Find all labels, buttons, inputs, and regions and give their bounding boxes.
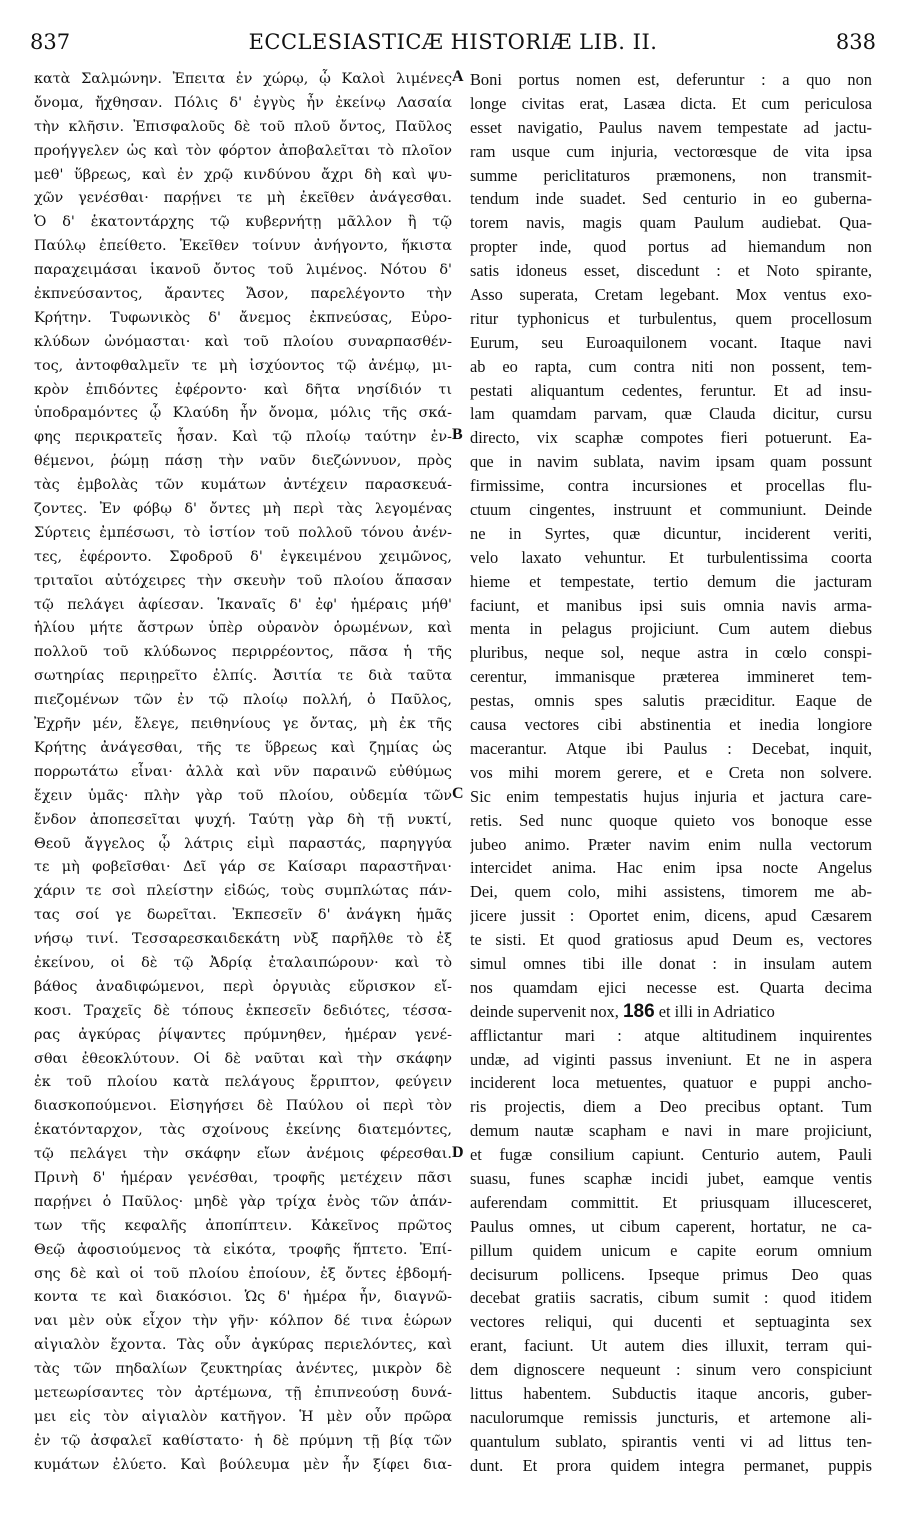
greek-text-line: τὴν κλῆσιν. Ἐπισφαλοῦς δὲ τοῦ πλοῦ ὄντος, Παῦλος xyxy=(34,118,452,135)
latin-text-line: pluribus, neque sol, neque astra in cœlo conspi- xyxy=(470,643,872,663)
greek-text-line: ἐκείνου, οἱ δὲ τῷ Ἀδρίᾳ ἐταλαιπώρουν· καὶ τὸ xyxy=(34,954,452,971)
latin-text-line: Boni portus nomen est, deferuntur : a quo non xyxy=(470,70,872,89)
latin-text-line: jubeo animo. Præter navim enim nulla vectorum xyxy=(470,834,872,854)
greek-text-line: νήσῳ τινί. Τεσσαρεσκαιδεκάτη νὺξ παρῆλθε τὸ ἐξ xyxy=(34,931,452,948)
greek-text-line: Κρήτης ἀνάγεσθαι, τῆς τε ὕβρεως καὶ ζημίας ὡς xyxy=(34,739,452,756)
latin-text-line: erant, faciunt. Ut autem dies illuxit, terram qui- xyxy=(470,1336,872,1356)
latin-text-line: jicere jussit : Oportet enim, dicens, apud Cæsarem xyxy=(470,906,872,926)
greek-text-line: Ἐχρῆν μέν, ἔλεγε, πειθηνίους γε ὄντας, μὴ ἐκ τῆς xyxy=(34,716,452,733)
greek-text-line: αἰγιαλὸν ἔχοντα. Τὰς οὖν ἀγκύρας περιελόντες, καὶ xyxy=(34,1337,452,1354)
page-number-left: 837 xyxy=(30,30,71,54)
latin-text-line: dunt. Et prora quidem integra permanet, puppis xyxy=(470,1455,872,1475)
latin-text-line: undæ, ad viginti passus inveniunt. Et ne in aspera xyxy=(470,1049,872,1069)
latin-text-line: vos mihi morem gerere, et e Creta non solvere. xyxy=(470,762,872,782)
margin-letter-c: C xyxy=(452,785,464,802)
greek-text-line: διασκοπούμενοι. Εἰσηγήσει δὲ Παύλου οἱ περὶ τὸν xyxy=(34,1098,452,1115)
latin-text-line: naculorumque remissis juncturis, et artemone ali- xyxy=(470,1407,872,1427)
latin-text-line: torem navis, magis quam Paulum audiebat. Qua- xyxy=(470,213,872,233)
text-fragment: deinde supervenit nox, xyxy=(470,1001,623,1021)
latin-text-line: afflictantur mari : atque altitudinem inquirentes xyxy=(470,1025,872,1045)
latin-text-line: faciunt, et manibus ipsi suis omnia navis arma- xyxy=(470,595,872,615)
greek-text-line: μεθ' ὕβρεως, καὶ ἐν χρῷ κινδύνου ἄχρι δὴ καὶ ψυ- xyxy=(34,166,452,183)
latin-text-line: ab eo rapta, cum contra niti non possent, tem- xyxy=(470,356,872,376)
greek-text-line: Ὁ δ' ἑκατοντάρχης τῷ κυβερνήτῃ μᾶλλον ἢ τῷ xyxy=(34,214,452,231)
greek-text-line: παρῄνει ὁ Παῦλος· μηδὲ γὰρ τρίχα ἑνὸς τῶν ἁπάν- xyxy=(34,1193,452,1210)
latin-text-line: intercidet anima. Hac enim ipsa nocte Angelus xyxy=(470,858,872,878)
greek-text-line: κοσι. Τραχεῖς δὲ τόπους ἐκπεσεῖν δεδιότες, τέσσα- xyxy=(34,1002,452,1019)
latin-text-line: tendum inde suadet. Sed centurio in eo guberna- xyxy=(470,189,872,209)
greek-text-line: τε μὴ φοβεῖσθαι· Δεῖ γάρ σε Καίσαρι παραστῆναι· xyxy=(34,859,452,876)
latin-text-line: cerentur, immanisque præterea immineret tem- xyxy=(470,667,872,687)
latin-text-line: decisurum pollicens. Ipseque primus Deo quas xyxy=(470,1264,872,1284)
greek-text-line: Σύρτεις ἐμπέσωσι, τὸ ἱστίον τοῦ πολλοῦ τόνου ἀνέν- xyxy=(34,524,452,541)
latin-text-line: te sisti. Et quod gratiosus apud Deum es, vectores xyxy=(470,930,872,950)
greek-text-line: θέμενοι, ῥώμῃ πάσῃ τὴν ναῦν διεζώννυον, πρὸς xyxy=(34,453,452,470)
greek-text-line: των τῆς κεφαλῆς ἀποπίπτειν. Κἀκεῖνος πρῶτος xyxy=(34,1217,452,1234)
greek-text-line: τριταῖοι αὐτόχειρες τὴν σκευὴν τοῦ πλοίου ἅπασαν xyxy=(34,572,452,589)
latin-text-line: dem dignoscere nequeunt : sinum vero conspiciunt xyxy=(470,1360,872,1380)
latin-text-line: retis. Sed nunc quoque quieto vos bonoque esse xyxy=(470,810,872,830)
latin-text-line: longe civitas erat, Lasæa dicta. Et cum periculosa xyxy=(470,93,872,113)
greek-text-line: Παύλῳ ἐπείθετο. Ἐκεῖθεν τοίνυν ἀνήγοντο, ἥκιστα xyxy=(34,238,452,255)
latin-text-line: nos quamdam ejici necesse est. Quarta decima xyxy=(470,977,872,997)
latin-text-line: hieme et tempestate, tertio demum die jacturam xyxy=(470,571,872,591)
greek-text-line: ἡλίου μήτε ἄστρων ὑπὲρ οὐρανὸν ὁρωμένων, καὶ xyxy=(34,620,452,637)
greek-text-line: τὰς ἐμβολὰς τῶν κυμάτων ἀντέχειν παρασκευά- xyxy=(34,477,452,494)
latin-text-line: causa vectores cibi abstinentia et inedia longiore xyxy=(470,715,872,735)
running-title: ECCLESIASTICÆ HISTORIÆ LIB. II. xyxy=(248,30,658,54)
latin-text-line: menta in pelagus projiciunt. Cum autem diebus xyxy=(470,619,872,639)
greek-text-line: κλύδων ὠνόμασται· καὶ τοῦ πλοίου συναρπασθέν- xyxy=(34,333,452,350)
latin-text-line: macerantur. Atque ibi Paulus : Decebat, inquit, xyxy=(470,738,872,758)
latin-text-line: Paulus omnes, ut cibum caperent, hortatur, ne ca- xyxy=(470,1216,872,1236)
latin-text-line xyxy=(470,1000,872,1024)
latin-text-line: suasu, funes scaphæ incidi jubet, eamque ventis xyxy=(470,1168,872,1188)
greek-text-line: ἔχειν ὑμᾶς· πλὴν γὰρ τοῦ πλοίου, οὐδεμία τῶν xyxy=(34,787,452,804)
latin-text-line: satis idoneus esset, discedunt : et Noto spirante, xyxy=(470,261,872,281)
greek-text-line: ἐκ τοῦ πλοίου κατὰ πελάγους ἔρριπτον, φεύγειν xyxy=(34,1074,452,1091)
latin-text-line: Asso superata, Cretam legebant. Mox ventus exo- xyxy=(470,285,872,305)
greek-text-line: Θεῷ ἀφοσιούμενος τὰ εἰκότα, τροφῆς ἥπτετο. Ἐπί- xyxy=(34,1241,452,1258)
latin-text-line: vectores reliqui, qui ducenti et septuaginta sex xyxy=(470,1312,872,1332)
latin-text-line: littus habentem. Subductis itaque ancoris, guber- xyxy=(470,1383,872,1403)
greek-text-line: σθαι ἐθεοκλύτουν. Οἱ δὲ ναῦται καὶ τὴν σκάφην xyxy=(34,1050,452,1067)
latin-column xyxy=(470,68,872,1478)
latin-text-line: quantulum sublato, spirantis venti vi ad littus ten- xyxy=(470,1431,872,1451)
greek-text-line: τῷ πελάγει τὴν σκάφην εἴων ἀνέμοις φέρεσθαι. xyxy=(34,1146,452,1163)
greek-text-line: μετεωρίσαντες τὸν ἀρτέμωνα, τῇ ἐπιπνεούσῃ δυνά- xyxy=(34,1384,452,1401)
greek-text-line: τος, ἀντοφθαλμεῖν τε μὴ ἰσχύοντος τῷ ἀνέμῳ, μι- xyxy=(34,357,452,374)
greek-text-line: παραχειμάσαι ἱκανοῦ ὄντος τοῦ λιμένος. Νότου δ' xyxy=(34,262,452,279)
latin-text-line: pillum quidem unicum e capite eorum omnium xyxy=(470,1240,872,1260)
greek-text-line: τὰς τῶν πηδαλίων ζευκτηρίας ἀνέντες, μικρὸν δὲ xyxy=(34,1361,452,1378)
greek-text-line: ἑκατόνταρχον, τὰς σχοίνους ἐκείνης διατεμόντες, xyxy=(34,1122,452,1139)
margin-letter-b: B xyxy=(452,426,463,443)
latin-text-line: lam quamdam parvam, quæ Clauda dicitur, cursu xyxy=(470,404,872,424)
latin-text-line: inciderent loca metuentes, quatuor e puppi ancho- xyxy=(470,1073,872,1093)
greek-text-line: τες, ἐφέροντο. Σφοδροῦ δ' ἐγκειμένου χειμῶνος, xyxy=(34,548,452,565)
greek-text-line: κρὸν ἐπιδόντες ἐφέροντο· καὶ δῆτα νησίδιόν τι xyxy=(34,381,452,398)
greek-text-line: ἐν τῷ ἀσφαλεῖ καθίστατο· ἡ δὲ πρύμνη τῇ βίᾳ τῶν xyxy=(34,1432,452,1449)
greek-column xyxy=(34,68,452,1478)
latin-text-line: ram usque cum injuria, vectorœsque de vita ipsa xyxy=(470,141,872,161)
latin-text-line: que in navim sublata, navim ipsam quam possunt xyxy=(470,452,872,472)
latin-text-line: demum nautæ scapham e navi in mare projiciunt, xyxy=(470,1121,872,1141)
greek-text-line: πορρωτάτω εἶναι· ἀλλὰ καὶ νῦν παραινῶ εὐθύμως xyxy=(34,763,452,780)
margin-letter-d: D xyxy=(452,1144,464,1161)
greek-text-line: Κρήτην. Τυφωνικὸς δ' ἄνεμος ἐκπνεύσας, Εὐρο- xyxy=(34,309,452,326)
greek-text-line: χάριν τε σοὶ πλείστην εἰδώς, τοὺς συμπλώτας πάν- xyxy=(34,883,452,900)
greek-text-line: Θεοῦ ἄγγελος ᾧ λάτρις εἰμὶ παραστάς, παρηγγύα xyxy=(34,835,452,852)
greek-text-line: φης περικρατεῖς ἦσαν. Καὶ τῷ πλοίῳ ταύτην ἐν- xyxy=(34,429,452,446)
latin-text-line: Eurum, seu Euroaquilonem vocant. Itaque navi xyxy=(470,332,872,352)
greek-text-line: μει εἰς τὸν αἰγιαλὸν κατῆγον. Ἡ μὲν οὖν πρῶρα xyxy=(34,1408,452,1425)
latin-text-line: firmissime, contra incursiones et procellas flu- xyxy=(470,476,872,496)
latin-text-line: ris projectis, diem a Deo precibus optant. Tum xyxy=(470,1097,872,1117)
latin-text-line: ctuum cingentes, instruunt et communiunt. Deinde xyxy=(470,500,872,520)
greek-text-line: ναι μὲν οὐκ εἶχον τὴν γῆν· κόλπον δέ τινα ἑώρων xyxy=(34,1313,452,1330)
greek-text-line: προήγγελεν ὡς καὶ τὸν φόρτον ἀποβαλεῖται τὸ πλοῖον xyxy=(34,142,452,159)
greek-text-line: ὑποδραμόντες ᾧ Κλαύδη ἦν ὄνομα, μόλις τῆς σκά- xyxy=(34,405,452,422)
latin-text-line: decebat gratiis sacratis, cibum sumit : quod itidem xyxy=(470,1288,872,1308)
greek-text-line: τῷ πελάγει ἀφίεσαν. Ἱκαναῖς δ' ἐφ' ἡμέραις μήθ' xyxy=(34,596,452,613)
greek-text-line: ρας ἀγκύρας ῥίψαντες πρύμνηθεν, ἡμέραν γενέ- xyxy=(34,1026,452,1043)
greek-text-line: βάθος ἀναδιφώμενοι, περὶ ὀργυιὰς εὕρισκον εἴ- xyxy=(34,978,452,995)
latin-text-line: Dei, quem colo, mihi assistens, timorem me ab- xyxy=(470,882,872,902)
greek-text-line: ζοντες. Ἐν φόβῳ δ' ὄντες μὴ περὶ τὰς λεγομένας xyxy=(34,501,452,518)
latin-text-line: auferendam committit. Et priusquam illucesceret, xyxy=(470,1192,872,1212)
greek-text-line: ὄνομα, ἤχθησαν. Πόλις δ' ἐγγὺς ἦν ἐκείνῳ Λασαία xyxy=(34,94,452,111)
latin-text-line: pestati aliquantum cedentes, feruntur. Et ad insu- xyxy=(470,380,872,400)
running-header xyxy=(30,30,876,60)
margin-letter-a: A xyxy=(452,68,464,85)
latin-text-line: summe periclitaturos præmonens, non transmit- xyxy=(470,165,872,185)
greek-text-line: κατὰ Σαλμώνην. Ἐπειτα ἐν χώρῳ, ᾧ Καλοὶ λιμένες xyxy=(34,71,452,87)
page-number-right: 838 xyxy=(835,30,876,54)
latin-text-line: simul omnes tibi ille donat : in insulam autem xyxy=(470,953,872,973)
latin-text-line: ne in Syrtes, quæ dicuntur, inciderent veriti, xyxy=(470,523,872,543)
latin-text-line: et fugæ consilium capiunt. Centurio autem, Pauli xyxy=(470,1145,872,1165)
greek-text-line: σης δὲ καὶ οἱ τοῦ πλοίου ἐποίουν, ἐξ ὄντες ἑβδομή- xyxy=(34,1265,452,1282)
latin-text-line: ritur typhonicus et turbulentus, quem procellosum xyxy=(470,308,872,328)
latin-text-line: pestas, omnis spes salutis præciditur. Eaque de xyxy=(470,691,872,711)
greek-text-line: κοντα τε καὶ διακόσιοι. Ὡς δ' ἡμέρα ἦν, διαγνῶ- xyxy=(34,1289,452,1306)
greek-text-line: σωτηρίας περιῃρεῖτο ἐλπίς. Ἀσιτία τε διὰ ταῦτα xyxy=(34,668,452,685)
text-fragment: et illi in Adriatico xyxy=(654,1001,775,1021)
greek-text-line: ἐκπνεύσαντος, ἄραντες Ἄσον, παρελέγοντο τὴν xyxy=(34,286,452,303)
greek-text-line: τας σοί γε δωρεῖται. Ἐκπεσεῖν δ' ἀνάγκη ἡμᾶς xyxy=(34,907,452,924)
latin-text-line: Sic enim tempestatis hujus injuria et jactura care- xyxy=(470,786,872,806)
latin-text-line: propter inde, quod portus ad hiemandum non xyxy=(470,237,872,257)
greek-text-line: πολλοῦ τοῦ κλύδωνος περιρρέοντος, πᾶσα ἡ τῆς xyxy=(34,644,452,661)
greek-text-line: χῶν γενέσθαι· παρῄνει τε μὴ ἐκεῖθεν ἀνάγεσθαι. xyxy=(34,190,452,207)
latin-text-line: velo laxato vehuntur. Et turbulentissima coorta xyxy=(470,547,872,567)
greek-text-line: ἔνδον ἀποπεσεῖται ψυχή. Ταύτῃ γὰρ δὴ τῇ νυκτί, xyxy=(34,811,452,828)
greek-text-line: Πρινὴ δ' ἡμέραν γενέσθαι, τροφῆς μετέχειν πᾶσι xyxy=(34,1169,452,1186)
greek-text-line: κυμάτων ἐλύετο. Καὶ βούλευμα μὲν ἦν ξίφει δια- xyxy=(34,1456,452,1473)
latin-text-line: directo, vix scaphæ compotes fieri potuerunt. Ea- xyxy=(470,428,872,448)
greek-text-line: πιεζομένων τῶν ἐν τῷ πλοίῳ πολλή, ὁ Παῦλος, xyxy=(34,692,452,709)
inline-page-number: 186 xyxy=(622,1000,655,1022)
latin-text-line: esset navigatio, Paulus navem tempestate ad jactu- xyxy=(470,117,872,137)
